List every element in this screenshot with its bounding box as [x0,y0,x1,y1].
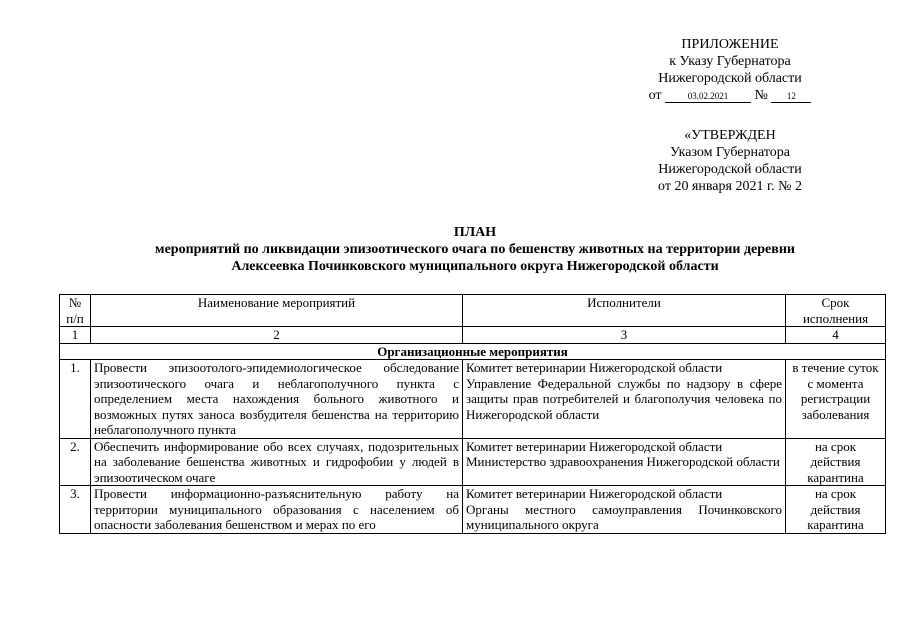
plan-subtitle-line-1: мероприятий по ликвидации эпизоотического очага по бешенству животных на территории деревни [155,242,795,257]
executor: Министерство здравоохранения Нижегородской области [466,454,780,469]
approved-region-line: Нижегородской области [658,162,802,177]
header-number: № п/п [60,295,91,327]
section-title: Организационные мероприятия [60,343,886,360]
plan-heading [60,224,890,275]
row-activity: Провести информационно-разъяснительную работу на территории муниципального образования с населением об опасности заболевания бешенством и мерах по его [91,486,463,534]
table-row [60,486,886,534]
header-term: Срок исполнения [786,295,886,327]
executor: Органы местного самоуправления Починковского муниципального округа [466,501,782,532]
date-value: 03.02.2021 [665,90,751,103]
approved-decree-line: Указом Губернатора [669,145,791,160]
approved-title: «УТВЕРЖДЕН [684,128,776,143]
row-executors [463,486,786,534]
row-number: 1. [60,360,91,439]
appendix-decree-line: к Указу Губернатора [669,54,791,69]
section-row [60,343,886,360]
executor: Комитет ветеринарии Нижегородской области [466,360,723,375]
column-number: 1 [60,327,91,344]
appendix-date-line [600,87,860,104]
header-row [60,295,886,327]
table-row [60,438,886,486]
approved-date-line: от 20 января 2021 г. № 2 [658,179,802,194]
row-activity: Провести эпизоотолого-эпидемиологическое обследование эпизоотического очага и неблагополучного пункта с определением места нахождения больного животного и возможных путях заноса возбудителя бешенства на территорию неблагополучного пункта [91,360,463,439]
approved-block [600,127,860,195]
column-number: 2 [91,327,463,344]
date-prefix: от [648,88,662,103]
row-term: в течение суток с момента регистрации заболевания [786,360,886,439]
executor: Комитет ветеринарии Нижегородской области [466,486,723,501]
plan-subtitle-line-2: Алексеевка Починковского муниципального округа Нижегородской области [231,259,719,274]
number-prefix: № [754,88,768,103]
row-term: на срок действия карантина [786,486,886,534]
header-activity: Наименование мероприятий [91,295,463,327]
plan-title: ПЛАН [453,225,497,240]
column-number-row [60,327,886,344]
column-number: 4 [786,327,886,344]
appendix-title: ПРИЛОЖЕНИЕ [681,37,779,52]
column-number: 3 [463,327,786,344]
table-row [60,360,886,439]
executor: Управление Федеральной службы по надзору в сфере защиты прав потребителей и благополучия человека по Нижегородской области [466,375,782,422]
row-activity: Обеспечить информирование обо всех случаях, подозрительных на заболевание бешенства животных и гидрофобии у людей в эпизоотическом очаге [91,438,463,486]
header-executors: Исполнители [463,295,786,327]
executor: Комитет ветеринарии Нижегородской области [466,438,723,454]
plan-table [59,294,886,534]
row-executors [463,438,786,486]
row-term: на срок действия карантина [786,438,886,486]
row-number: 3. [60,486,91,534]
appendix-block [600,36,860,104]
row-executors [463,360,786,439]
number-value: 12 [771,90,811,103]
row-number: 2. [60,438,91,486]
appendix-region-line: Нижегородской области [658,71,802,86]
